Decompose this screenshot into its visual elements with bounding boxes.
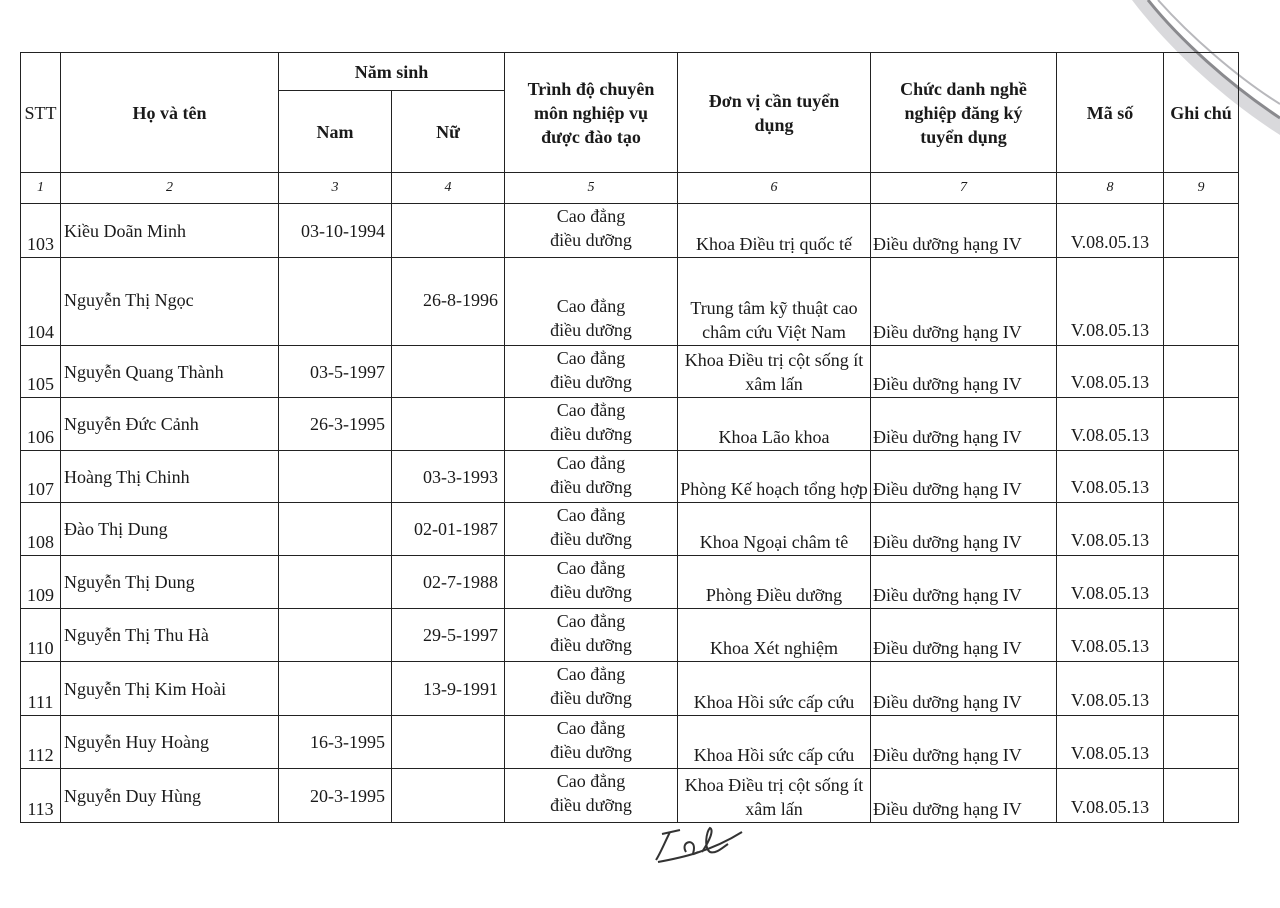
row-note (1164, 609, 1239, 662)
row-qualification (505, 716, 678, 769)
row-unit: Khoa Hồi sức cấp cứu (678, 662, 871, 716)
row-note (1164, 556, 1239, 609)
table-row (21, 716, 1239, 769)
row-name: Kiều Doãn Minh (61, 204, 279, 258)
column-number: 9 (1164, 173, 1239, 204)
row-note (1164, 716, 1239, 769)
row-note (1164, 346, 1239, 398)
row-birth-female (392, 204, 505, 258)
row-code: V.08.05.13 (1057, 609, 1164, 662)
row-birth-male (279, 258, 392, 346)
table-row (21, 258, 1239, 346)
table-row (21, 204, 1239, 258)
row-birth-male: 03-5-1997 (279, 346, 392, 398)
row-name: Nguyễn Quang Thành (61, 346, 279, 398)
row-unit: Phòng Kế hoạch tổng hợp (678, 451, 871, 503)
qualification-line-2: điều dưỡng (550, 424, 632, 444)
qualification-line-2: điều dưỡng (550, 477, 632, 497)
row-birth-male (279, 662, 392, 716)
row-qualification (505, 769, 678, 823)
qualification-line-1: Cao đẳng (556, 348, 626, 368)
row-unit: Khoa Ngoại châm tê (678, 503, 871, 556)
qualification-line-2: điều dưỡng (550, 230, 632, 250)
row-stt: 103 (21, 204, 61, 258)
qualification-line-2: điều dưỡng (550, 795, 632, 815)
row-note (1164, 503, 1239, 556)
row-code: V.08.05.13 (1057, 769, 1164, 823)
row-unit: Khoa Điều trị quốc tế (678, 204, 871, 258)
table-row (21, 398, 1239, 451)
row-unit: Phòng Điều dưỡng (678, 556, 871, 609)
row-birth-female (392, 769, 505, 823)
row-qualification (505, 204, 678, 258)
qualification-line-1: Cao đẳng (556, 296, 626, 316)
qualification-line-1: Cao đẳng (556, 505, 626, 525)
row-stt: 104 (21, 258, 61, 346)
row-unit: Khoa Điều trị cột sống ít xâm lấn (678, 346, 871, 398)
row-position: Điều dưỡng hạng IV (871, 204, 1057, 258)
row-position: Điều dưỡng hạng IV (871, 258, 1057, 346)
row-note (1164, 204, 1239, 258)
row-birth-male (279, 451, 392, 503)
row-code: V.08.05.13 (1057, 503, 1164, 556)
column-number: 6 (678, 173, 871, 204)
qualification-line-1: Cao đẳng (556, 206, 626, 226)
table-row (21, 769, 1239, 823)
qualification-line-2: điều dưỡng (550, 582, 632, 602)
row-name: Nguyễn Thị Thu Hà (61, 609, 279, 662)
row-qualification (505, 398, 678, 451)
column-number: 4 (392, 173, 505, 204)
row-note (1164, 258, 1239, 346)
row-stt: 112 (21, 716, 61, 769)
header-unit: Đơn vị cần tuyển dụng (678, 53, 871, 173)
row-birth-male: 20-3-1995 (279, 769, 392, 823)
qualification-line-1: Cao đẳng (556, 771, 626, 791)
header-stt: STT (21, 53, 61, 173)
row-stt: 106 (21, 398, 61, 451)
row-position: Điều dưỡng hạng IV (871, 609, 1057, 662)
qualification-line-1: Cao đẳng (556, 611, 626, 631)
row-birth-male (279, 503, 392, 556)
row-qualification (505, 556, 678, 609)
row-code: V.08.05.13 (1057, 716, 1164, 769)
row-name: Nguyễn Thị Ngọc (61, 258, 279, 346)
row-birth-female: 02-01-1987 (392, 503, 505, 556)
row-unit: Khoa Xét nghiệm (678, 609, 871, 662)
row-unit: Trung tâm kỹ thuật cao châm cứu Việt Nam (678, 258, 871, 346)
row-position: Điều dưỡng hạng IV (871, 346, 1057, 398)
column-number-row (21, 173, 1239, 204)
header-code: Mã số (1057, 53, 1164, 173)
table-row (21, 346, 1239, 398)
row-stt: 107 (21, 451, 61, 503)
row-code: V.08.05.13 (1057, 451, 1164, 503)
row-qualification (505, 609, 678, 662)
row-stt: 113 (21, 769, 61, 823)
row-name: Hoàng Thị Chinh (61, 451, 279, 503)
row-name: Nguyễn Huy Hoàng (61, 716, 279, 769)
row-qualification (505, 258, 678, 346)
table-row (21, 503, 1239, 556)
row-name: Đào Thị Dung (61, 503, 279, 556)
row-birth-female (392, 346, 505, 398)
row-note (1164, 769, 1239, 823)
row-birth-female: 03-3-1993 (392, 451, 505, 503)
qualification-line-2: điều dưỡng (550, 372, 632, 392)
row-stt: 105 (21, 346, 61, 398)
row-code: V.08.05.13 (1057, 346, 1164, 398)
qualification-line-1: Cao đẳng (556, 664, 626, 684)
header-name: Họ và tên (61, 53, 279, 173)
row-position: Điều dưỡng hạng IV (871, 769, 1057, 823)
qualification-line-2: điều dưỡng (550, 635, 632, 655)
row-code: V.08.05.13 (1057, 662, 1164, 716)
row-note (1164, 451, 1239, 503)
column-number: 1 (21, 173, 61, 204)
qualification-line-1: Cao đẳng (556, 558, 626, 578)
row-unit: Khoa Lão khoa (678, 398, 871, 451)
row-birth-male: 16-3-1995 (279, 716, 392, 769)
row-birth-female: 29-5-1997 (392, 609, 505, 662)
row-code: V.08.05.13 (1057, 556, 1164, 609)
row-qualification (505, 503, 678, 556)
qualification-line-2: điều dưỡng (550, 320, 632, 340)
row-position: Điều dưỡng hạng IV (871, 398, 1057, 451)
qualification-line-1: Cao đẳng (556, 453, 626, 473)
row-qualification (505, 451, 678, 503)
qualification-line-2: điều dưỡng (550, 529, 632, 549)
row-birth-male: 03-10-1994 (279, 204, 392, 258)
column-number: 2 (61, 173, 279, 204)
column-number: 3 (279, 173, 392, 204)
row-stt: 110 (21, 609, 61, 662)
row-birth-female: 26-8-1996 (392, 258, 505, 346)
header-female: Nữ (392, 91, 505, 173)
row-stt: 108 (21, 503, 61, 556)
row-position: Điều dưỡng hạng IV (871, 662, 1057, 716)
table-row (21, 451, 1239, 503)
row-note (1164, 662, 1239, 716)
row-unit: Khoa Điều trị cột sống ít xâm lấn (678, 769, 871, 823)
candidate-table (20, 52, 1239, 823)
table-row (21, 609, 1239, 662)
column-number: 5 (505, 173, 678, 204)
row-note (1164, 398, 1239, 451)
row-position: Điều dưỡng hạng IV (871, 503, 1057, 556)
header-birth-year: Năm sinh (279, 53, 505, 91)
row-stt: 109 (21, 556, 61, 609)
header-position: Chức danh nghề nghiệp đăng ký tuyển dụng (871, 53, 1057, 173)
row-code: V.08.05.13 (1057, 398, 1164, 451)
row-name: Nguyễn Đức Cảnh (61, 398, 279, 451)
row-unit: Khoa Hồi sức cấp cứu (678, 716, 871, 769)
row-position: Điều dưỡng hạng IV (871, 556, 1057, 609)
header-qualification: Trình độ chuyên môn nghiệp vụ được đào tạo (505, 53, 678, 173)
row-qualification (505, 662, 678, 716)
qualification-line-2: điều dưỡng (550, 688, 632, 708)
row-code: V.08.05.13 (1057, 258, 1164, 346)
column-number: 8 (1057, 173, 1164, 204)
row-name: Nguyễn Thị Kim Hoài (61, 662, 279, 716)
header-male: Nam (279, 91, 392, 173)
row-birth-female (392, 398, 505, 451)
row-stt: 111 (21, 662, 61, 716)
row-name: Nguyễn Thị Dung (61, 556, 279, 609)
row-birth-female (392, 716, 505, 769)
qualification-line-1: Cao đẳng (556, 718, 626, 738)
table-row (21, 662, 1239, 716)
table-row (21, 556, 1239, 609)
row-birth-female: 02-7-1988 (392, 556, 505, 609)
signature (650, 822, 750, 866)
row-birth-male: 26-3-1995 (279, 398, 392, 451)
row-position: Điều dưỡng hạng IV (871, 716, 1057, 769)
row-code: V.08.05.13 (1057, 204, 1164, 258)
row-position: Điều dưỡng hạng IV (871, 451, 1057, 503)
qualification-line-1: Cao đẳng (556, 400, 626, 420)
qualification-line-2: điều dưỡng (550, 742, 632, 762)
row-name: Nguyễn Duy Hùng (61, 769, 279, 823)
row-birth-male (279, 609, 392, 662)
header-note: Ghi chú (1164, 53, 1239, 173)
column-number: 7 (871, 173, 1057, 204)
row-qualification (505, 346, 678, 398)
row-birth-female: 13-9-1991 (392, 662, 505, 716)
row-birth-male (279, 556, 392, 609)
